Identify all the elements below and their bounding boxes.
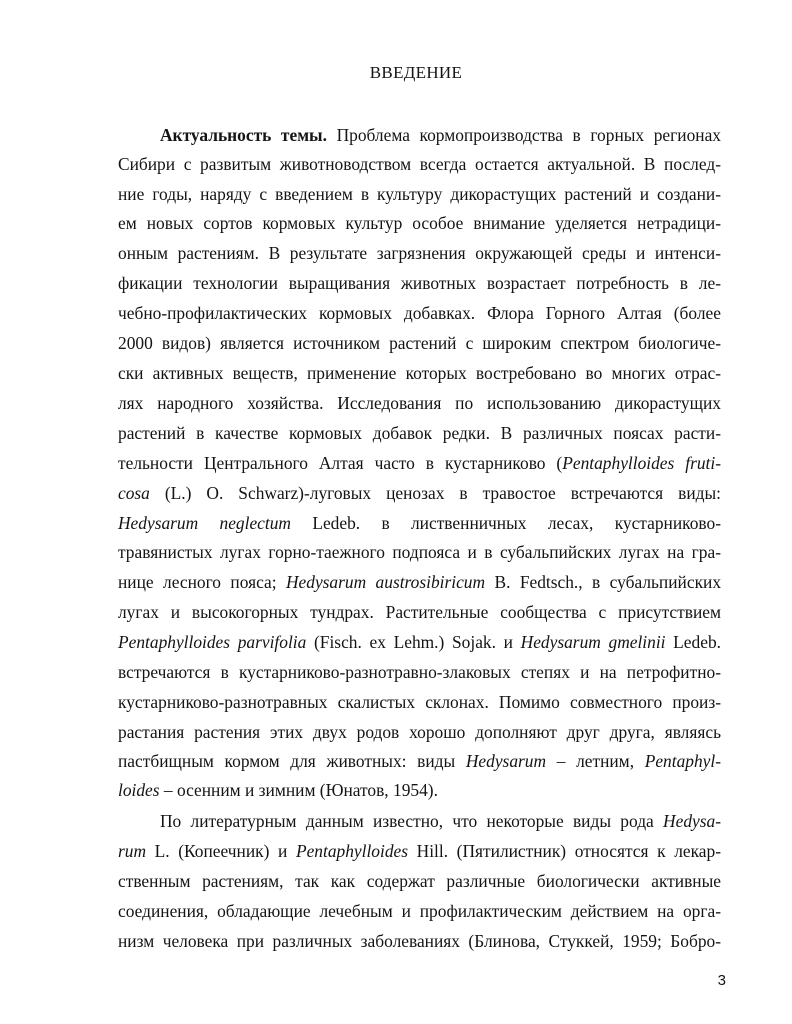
text-line: loides – осенним и зимним (Юнатов, 1954). bbox=[118, 780, 438, 800]
text-line: растений в качестве кормовых добавок редки. В различных поясах расти- bbox=[118, 423, 721, 443]
text-line: тельности Центрального Алтая часто в кустарниково (Pentaphylloides fruti- bbox=[118, 453, 721, 473]
text-line: ние годы, наряду с введением в культуру дикорастущих растений и создани- bbox=[118, 184, 721, 204]
text-line: ственным растениям, так как содержат различные биологически активные bbox=[118, 871, 721, 891]
text-line: кустарниково-разнотравных скалистых склонах. Помимо совместного произ- bbox=[118, 692, 721, 712]
text-line: пастбищным кормом для животных: виды Hedysarum – летним, Pentaphyl- bbox=[118, 751, 722, 771]
text-line: cosa (L.) O. Schwarz)-луговых ценозах в травостое встречаются виды: bbox=[118, 483, 721, 503]
text-line: Сибири с развитым животноводством всегда остается актуальной. В послед- bbox=[118, 154, 721, 174]
text-line: По литературным данным известно, что некоторые виды рода Hedysa- bbox=[160, 811, 721, 831]
section-label: Актуальность темы. bbox=[160, 125, 327, 145]
text-line: онным растениям. В результате загрязнения окружающей среды и интенси- bbox=[118, 243, 721, 263]
text-line: 2000 видов) является источником растений с широким спектром биологиче- bbox=[118, 333, 721, 353]
text-line: растания растения этих двух родов хорошо дополняют друг друга, являясь bbox=[118, 722, 721, 742]
page-title: ВВЕДЕНИЕ bbox=[369, 63, 463, 82]
text-line: чебно-профилактических кормовых добавках. Флора Горного Алтая (более bbox=[118, 303, 721, 323]
text-line: Pentaphylloides parvifolia (Fisch. ex Lehm.) Sojak. и Hedysarum gmelinii Ledeb. bbox=[118, 632, 721, 652]
text-line: нице лесного пояса; Hedysarum austrosibiricum B. Fedtsch., в субальпийских bbox=[118, 572, 722, 592]
text-line: встречаются в кустарниково-разнотравно-злаковых степях и на петрофитно- bbox=[118, 662, 721, 682]
text-line: соединения, обладающие лечебным и профилактическим действием на орга- bbox=[118, 901, 721, 921]
text-line: травянистых лугах горно-таежного подпояса и в субальпийских лугах на гра- bbox=[118, 542, 721, 562]
text-line: лях народного хозяйства. Исследования по использованию дикорастущих bbox=[118, 393, 721, 413]
text-line: лугах и высокогорных тундрах. Растительные сообщества с присутствием bbox=[118, 602, 721, 622]
text-line: Актуальность темы. Проблема кормопроизводства в горных регионах bbox=[160, 125, 721, 145]
text-line: фикации технологии выращивания животных возрастает потребность в ле- bbox=[118, 273, 721, 293]
text-line: Hedysarum neglectum Ledeb. в лиственничных лесах, кустарниково- bbox=[118, 513, 721, 533]
page-number: 3 bbox=[717, 972, 726, 989]
text-line: ски активных веществ, применение которых востребовано во многих отрас- bbox=[118, 363, 721, 383]
text-line: ем новых сортов кормовых культур особое внимание уделяется нетрадици- bbox=[118, 213, 721, 233]
text-line: низм человека при различных заболеваниях (Блинова, Стуккей, 1959; Бобро- bbox=[118, 931, 721, 951]
text-line: rum L. (Копеечник) и Pentaphylloides Hill. (Пятилистник) относятся к лекар- bbox=[118, 841, 721, 861]
